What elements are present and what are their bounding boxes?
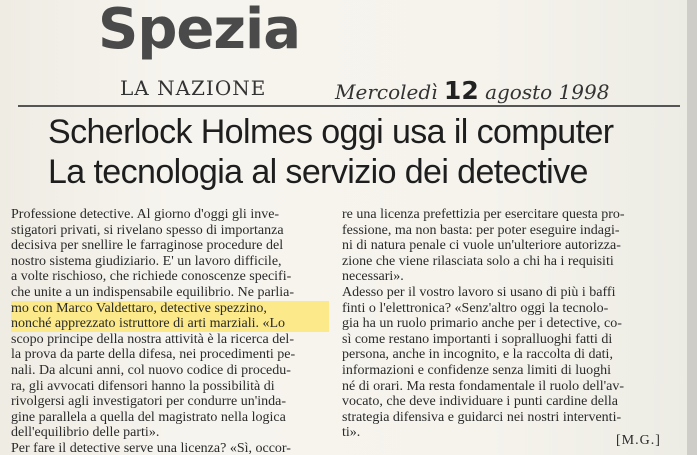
masthead-rule	[18, 105, 680, 107]
article-line: gine parallela a quella del magistrato nella logica	[11, 409, 286, 425]
article-line: informazioni e confidenze senza limiti di luoghi	[342, 362, 612, 378]
article-line: fessione, ma non basta: per poter eseguire indagi-	[342, 222, 620, 238]
article-line: dell'equilibrio delle parti».	[11, 425, 160, 441]
date-weekday: Mercoledì	[335, 80, 438, 104]
article-line: strategia difensiva e guidarci nei nostri interventi-	[342, 409, 622, 425]
article-line: nali. Da alcuni anni, col nuovo codice di procedu-	[11, 362, 291, 378]
article-line: nostro sistema giudiziario. E' un lavoro difficile,	[11, 253, 282, 269]
article-line-highlighted: nonché apprezzato istruttore di arti marziali. «Lo	[11, 316, 329, 332]
headline-line-1: Scherlock Holmes oggi usa il computer	[48, 113, 614, 151]
author-signature: [M.G.]	[616, 433, 661, 448]
article-line: né di orari. Ma resta fondamentale il ruolo dell'av-	[342, 378, 625, 394]
article-line: vocato, che deve individuare i punti cardine della	[342, 394, 619, 410]
article-line: finti o l'elettronica? «Senz'altro oggi la tecnolo-	[342, 300, 609, 316]
article-line: rivolgersi agli investigatori per condurre un'inda-	[11, 394, 287, 410]
article-line: ni di natura penale ci vuole un'ulteriore autorizza-	[342, 238, 621, 254]
newspaper-name: LA NAZIONE	[120, 76, 267, 100]
article-line: ti».	[342, 425, 361, 441]
article-line: gia ha un ruolo primario anche per i detective, co-	[342, 316, 622, 332]
scan-edge	[687, 0, 697, 455]
article-line: zione che viene rilasciata solo a chi ha i requisiti	[342, 253, 614, 269]
section-title: Spezia	[98, 0, 300, 62]
article-line: la prova da parte della difesa, nei procedimenti pe-	[11, 347, 296, 363]
article-column-left	[11, 207, 329, 455]
article-line: decisiva per snellire le farraginose procedure del	[11, 238, 284, 254]
headline	[48, 112, 688, 192]
date-month-year: agosto 1998	[485, 80, 610, 104]
article-line: Adesso per il vostro lavoro si usano di più i baffi	[342, 284, 616, 300]
article-line: persona, anche in incognito, e la raccolta di dati,	[342, 347, 613, 363]
headline-line-2: La tecnologia al servizio dei detective	[48, 153, 588, 191]
article-line: necessari».	[342, 269, 404, 285]
article-line: a volte rischioso, che richiede conoscenze specifi-	[11, 269, 292, 285]
publication-date	[335, 76, 609, 105]
article-column-right	[342, 207, 666, 441]
article-line: Per fare il detective serve una licenza? «Sì, occor-	[11, 440, 291, 455]
article-line: stigatori privati, si rivelano spesso di importanza	[11, 222, 284, 238]
article-line: Professione detective. Al giorno d'oggi gli inve-	[11, 207, 280, 222]
date-day: 12	[443, 76, 479, 105]
article-line: ra, gli avvocati difensori hanno la possibilità di	[11, 378, 275, 394]
article-line: sì come restano importanti i sopralluoghi fatti di	[342, 331, 613, 347]
article-line: re una licenza prefettizia per esercitare questa pro-	[342, 207, 625, 222]
article-line-highlighted: mo con Marco Valdettaro, detective spezzino,	[11, 301, 329, 317]
article-line: che unite a un indispensabile equilibrio. Ne parlia-	[11, 284, 295, 300]
article-line: scopo principe della nostra attività è la ricerca del-	[11, 331, 294, 347]
